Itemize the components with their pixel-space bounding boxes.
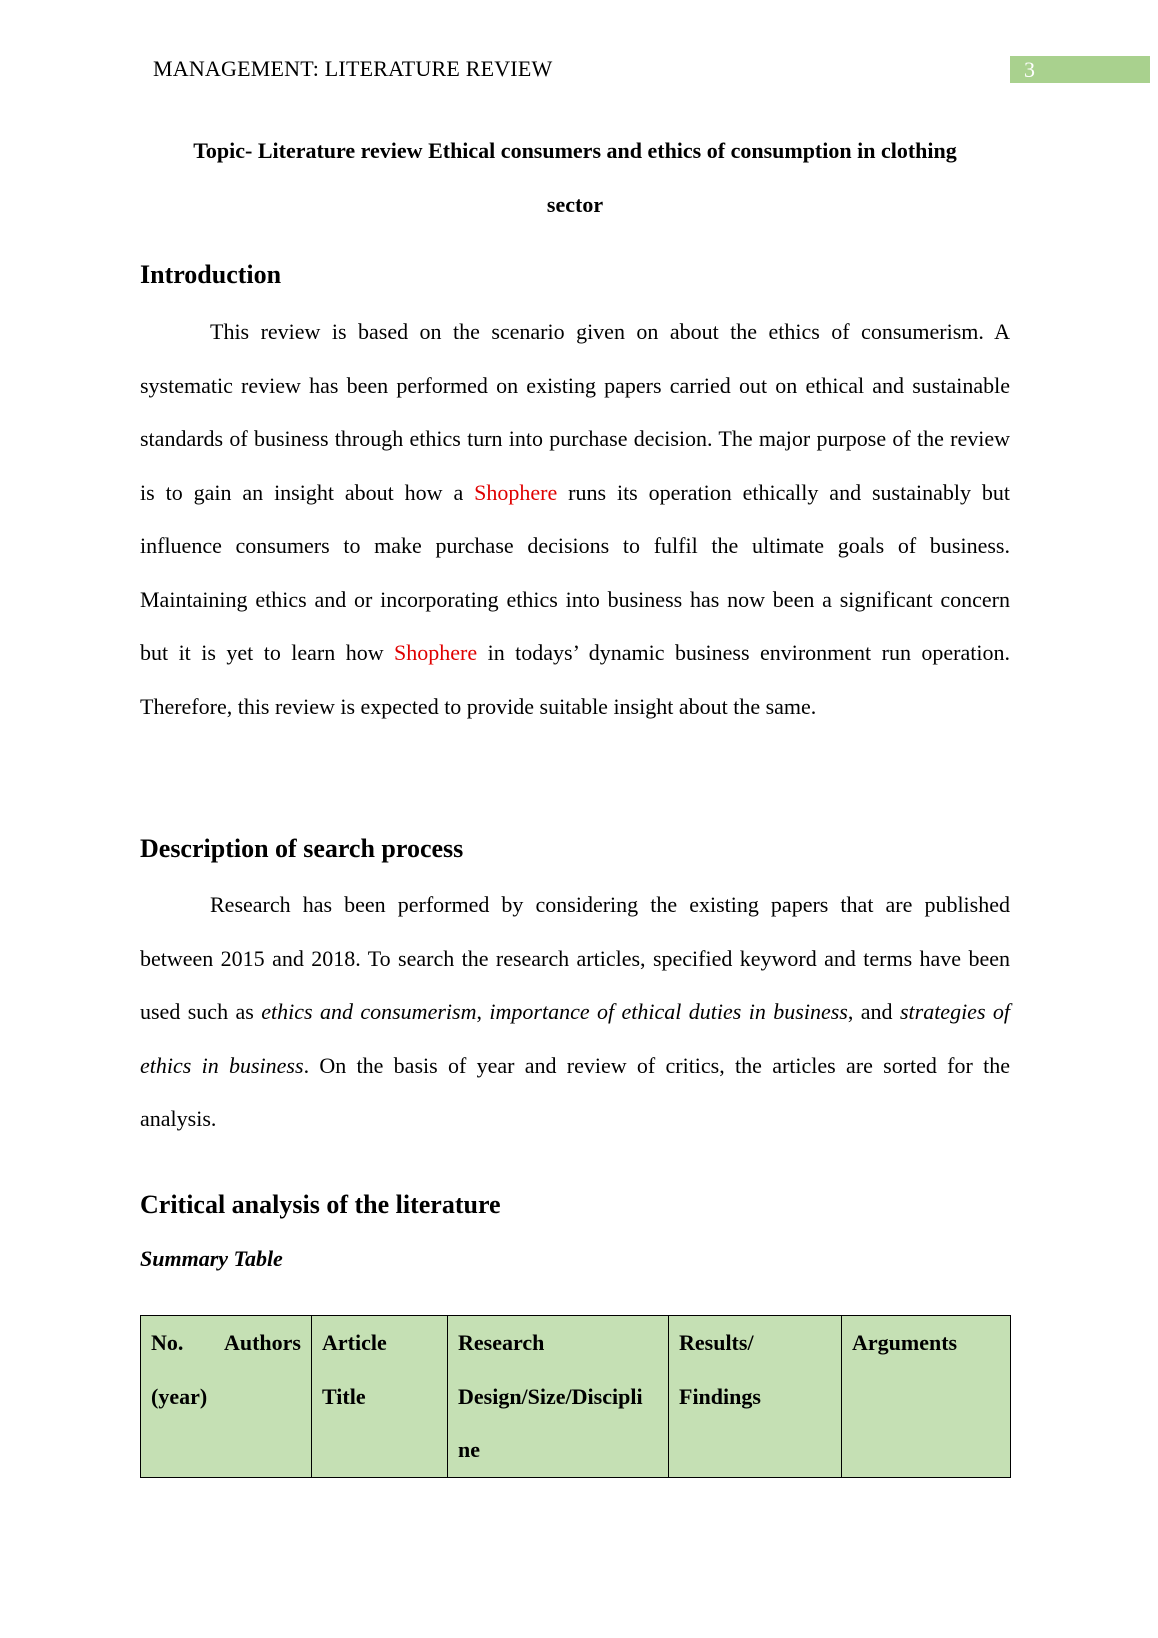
intro-text-2: runs its operation ethically and sustainably but influence consumers to make purchase decisions to fulfil the ultimate goals of business. Maintaining ethics and or incorporating ethics into business has now been a significant concern but it is yet to learn how bbox=[140, 479, 1010, 665]
search-term: importance of ethical duties in business bbox=[489, 999, 848, 1024]
company-name-highlight: Shophere bbox=[394, 640, 478, 665]
header-text: Title bbox=[322, 1383, 366, 1409]
topic-title-line-2: sector bbox=[546, 192, 604, 217]
topic-title-line-1: Topic- Literature review Ethical consumers and ethics of consumption in clothing bbox=[193, 138, 957, 163]
header-cell-research-design bbox=[448, 1316, 669, 1478]
search-text-2: . On the basis of year and review of critics, the articles are sorted for the analysis. bbox=[140, 1052, 1010, 1131]
critical-analysis-heading: Critical analysis of the literature bbox=[140, 1190, 501, 1219]
search-term: strategies of ethics in business bbox=[140, 999, 1011, 1078]
header-text: Arguments bbox=[852, 1330, 958, 1355]
header-cell-arguments bbox=[842, 1316, 1011, 1478]
search-process-heading: Description of search process bbox=[140, 834, 464, 863]
intro-text-1: This review is based on the scenario given on about the ethics of consumerism. A systematic review has been performed on existing papers carried out on ethical and sustainable standards of business through ethics turn into purchase decision. The major purpose of the review is to gain an insight about how a bbox=[140, 319, 1010, 505]
separator: , and bbox=[847, 999, 900, 1024]
header-text: Design/Size/Discipli bbox=[458, 1383, 643, 1409]
header-text: Findings bbox=[679, 1383, 761, 1409]
summary-table-title: Summary Table bbox=[140, 1246, 283, 1271]
header-cell-no-authors bbox=[141, 1316, 312, 1478]
header-text: No. bbox=[151, 1330, 184, 1355]
header-text: ne bbox=[458, 1437, 480, 1462]
header-text: (year) bbox=[151, 1383, 208, 1409]
header-text: Research bbox=[458, 1330, 545, 1355]
header-text: Authors bbox=[223, 1330, 301, 1355]
header-text: Article bbox=[322, 1330, 387, 1355]
search-term: ethics and consumerism bbox=[261, 999, 477, 1024]
company-name-highlight: Shophere bbox=[474, 479, 558, 505]
introduction-heading: Introduction bbox=[140, 260, 282, 289]
search-text-1: Research has been performed by considering the existing papers that are published between 2015 and 2018. To search the research articles, specified keyword and terms have been used such as bbox=[140, 892, 1010, 1024]
introduction-paragraph bbox=[140, 305, 1010, 733]
header-cell-article-title bbox=[312, 1316, 448, 1478]
header-text: Results/ bbox=[679, 1330, 754, 1355]
search-process-paragraph bbox=[140, 878, 1010, 1146]
separator: , bbox=[476, 999, 490, 1024]
summary-table bbox=[140, 1315, 1011, 1478]
intro-text-3: in todays’ dynamic business environment run operation. Therefore, this review is expected to provide suitable insight about the same. bbox=[140, 640, 1010, 719]
table-header-row bbox=[141, 1316, 1011, 1478]
header-cell-results-findings bbox=[669, 1316, 842, 1478]
page-number: 3 bbox=[1010, 56, 1150, 83]
running-header: MANAGEMENT: LITERATURE REVIEW bbox=[153, 56, 553, 81]
